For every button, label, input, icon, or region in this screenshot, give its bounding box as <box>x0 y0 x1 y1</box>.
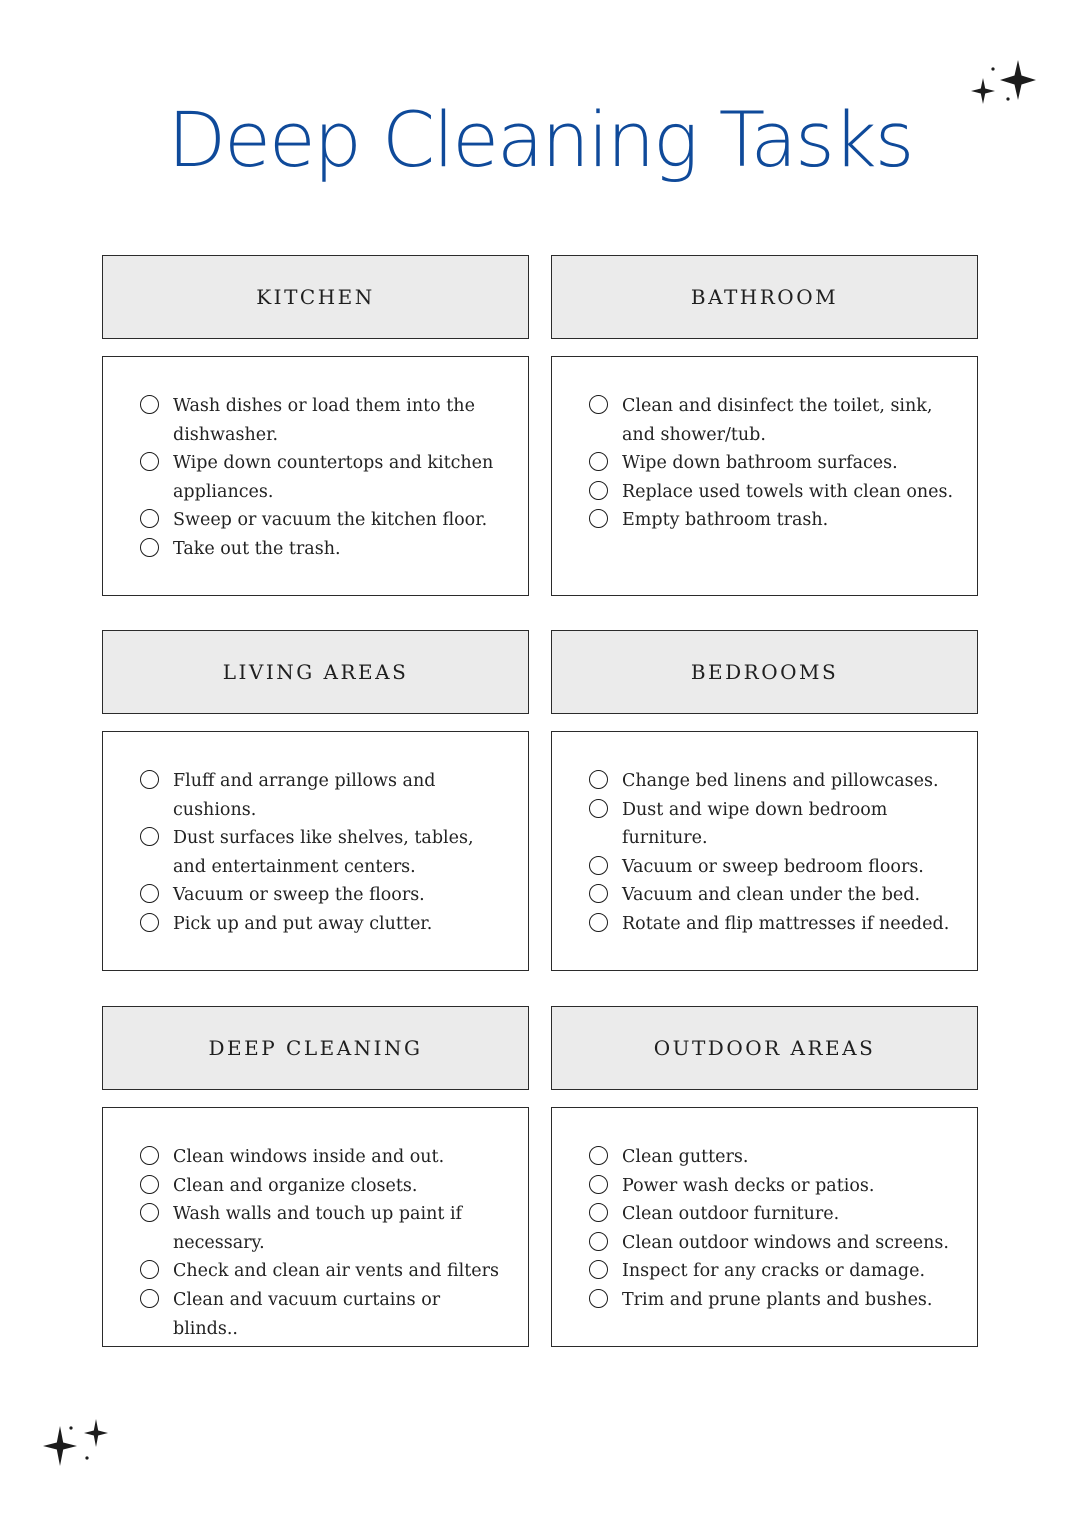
task-checkbox[interactable] <box>589 913 608 932</box>
task-item <box>140 1200 508 1257</box>
section-heading: DEEP CLEANING <box>102 1006 529 1090</box>
task-item <box>140 449 508 506</box>
section-outdoor-areas <box>551 1006 978 1347</box>
task-item <box>589 853 957 882</box>
task-checkbox[interactable] <box>140 827 159 846</box>
task-text: Vacuum or sweep the floors. <box>173 885 425 906</box>
task-text: Clean outdoor windows and screens. <box>622 1232 949 1253</box>
task-text: Clean gutters. <box>622 1147 749 1167</box>
task-text: Clean windows inside and out. <box>173 1147 445 1167</box>
task-checkbox[interactable] <box>140 1175 159 1194</box>
task-text: Dust and wipe down bedroom furniture. <box>622 799 888 849</box>
sparkle-icon <box>40 1416 112 1472</box>
task-item <box>589 392 957 449</box>
task-text: Wipe down countertops and kitchen appliances. <box>173 453 494 502</box>
task-text: Rotate and flip mattresses if needed. <box>622 913 950 934</box>
task-text: Inspect for any cracks or damage. <box>622 1261 926 1282</box>
task-text: Clean outdoor furniture. <box>622 1204 840 1225</box>
task-item <box>140 767 508 824</box>
section-task-box <box>551 1107 978 1347</box>
section-kitchen <box>102 255 529 596</box>
task-text: Replace used towels with clean ones. <box>622 481 954 502</box>
task-item <box>589 796 957 853</box>
task-checkbox[interactable] <box>589 1289 608 1308</box>
task-list <box>140 1143 508 1343</box>
task-item <box>589 1286 957 1315</box>
task-checkbox[interactable] <box>589 799 608 818</box>
task-checkbox[interactable] <box>589 856 608 875</box>
task-text: Fluff and arrange pillows and cushions. <box>173 771 436 820</box>
task-text: Power wash decks or patios. <box>622 1175 875 1196</box>
task-text: Clean and disinfect the toilet, sink, and shower/tub. <box>622 396 933 445</box>
task-item <box>140 1172 508 1201</box>
task-item <box>589 1229 957 1258</box>
section-task-box <box>102 1107 529 1347</box>
task-item <box>140 1286 508 1343</box>
task-text: Pick up and put away clutter. <box>173 913 433 934</box>
task-item <box>589 1200 957 1229</box>
task-list <box>589 1143 957 1315</box>
page-title: Deep Cleaning Tasks <box>167 95 913 184</box>
task-checkbox[interactable] <box>589 509 608 528</box>
section-task-box <box>102 731 529 971</box>
task-text: Dust surfaces like shelves, tables, and entertainment centers. <box>173 828 474 877</box>
task-checkbox[interactable] <box>589 1203 608 1222</box>
section-heading: BEDROOMS <box>551 630 978 714</box>
task-item <box>589 449 957 478</box>
task-item <box>140 1143 508 1172</box>
task-item <box>140 535 508 564</box>
task-text: Clean and vacuum curtains or blinds.. <box>173 1289 441 1339</box>
task-checkbox[interactable] <box>589 770 608 789</box>
task-text: Take out the trash. <box>173 538 341 559</box>
task-item <box>589 881 957 910</box>
section-bathroom <box>551 255 978 596</box>
task-item <box>589 1172 957 1201</box>
task-item <box>140 1257 508 1286</box>
section-bedrooms <box>551 630 978 971</box>
task-text: Change bed linens and pillowcases. <box>622 771 939 791</box>
task-item <box>589 478 957 507</box>
task-checkbox[interactable] <box>140 1203 159 1222</box>
section-task-box <box>551 356 978 596</box>
task-item <box>140 910 508 939</box>
task-checkbox[interactable] <box>589 884 608 903</box>
task-text: Check and clean air vents and filters <box>173 1261 499 1282</box>
task-checkbox[interactable] <box>140 452 159 471</box>
task-checkbox[interactable] <box>140 509 159 528</box>
task-checkbox[interactable] <box>140 1289 159 1308</box>
task-text: Vacuum and clean under the bed. <box>622 885 921 906</box>
task-checkbox[interactable] <box>589 1232 608 1251</box>
task-checkbox[interactable] <box>140 395 159 414</box>
task-text: Wash walls and touch up paint if necessary. <box>173 1204 463 1253</box>
task-checkbox[interactable] <box>140 1146 159 1165</box>
task-text: Sweep or vacuum the kitchen floor. <box>173 510 488 531</box>
task-checkbox[interactable] <box>589 1146 608 1165</box>
task-item <box>140 824 508 881</box>
task-item <box>589 1257 957 1286</box>
task-item <box>589 910 957 939</box>
task-list <box>589 767 957 939</box>
section-heading: KITCHEN <box>102 255 529 339</box>
task-item <box>589 1143 957 1172</box>
task-text: Trim and prune plants and bushes. <box>622 1289 933 1310</box>
task-item <box>140 506 508 535</box>
task-list <box>140 767 508 939</box>
task-text: Clean and organize closets. <box>173 1175 418 1196</box>
task-checkbox[interactable] <box>589 481 608 500</box>
section-deep-cleaning <box>102 1006 529 1347</box>
task-text: Vacuum or sweep bedroom floors. <box>622 856 924 877</box>
section-heading: OUTDOOR AREAS <box>551 1006 978 1090</box>
task-checkbox[interactable] <box>140 884 159 903</box>
task-list <box>140 392 508 564</box>
task-item <box>589 506 957 535</box>
task-checkbox[interactable] <box>140 1260 159 1279</box>
task-list <box>589 392 957 535</box>
task-checkbox[interactable] <box>589 1175 608 1194</box>
section-task-box <box>102 356 529 596</box>
task-checkbox[interactable] <box>589 395 608 414</box>
task-checkbox[interactable] <box>589 1260 608 1279</box>
task-text: Wash dishes or load them into the dishwasher. <box>173 396 475 445</box>
task-item <box>140 392 508 449</box>
section-living-areas <box>102 630 529 971</box>
section-heading: LIVING AREAS <box>102 630 529 714</box>
section-heading: BATHROOM <box>551 255 978 339</box>
task-checkbox[interactable] <box>140 913 159 932</box>
task-text: Wipe down bathroom surfaces. <box>622 453 898 474</box>
task-item <box>589 767 957 796</box>
task-checkbox[interactable] <box>140 538 159 557</box>
task-checkbox[interactable] <box>140 770 159 789</box>
task-item <box>140 881 508 910</box>
section-task-box <box>551 731 978 971</box>
task-checkbox[interactable] <box>589 452 608 471</box>
task-text: Empty bathroom trash. <box>622 510 829 531</box>
